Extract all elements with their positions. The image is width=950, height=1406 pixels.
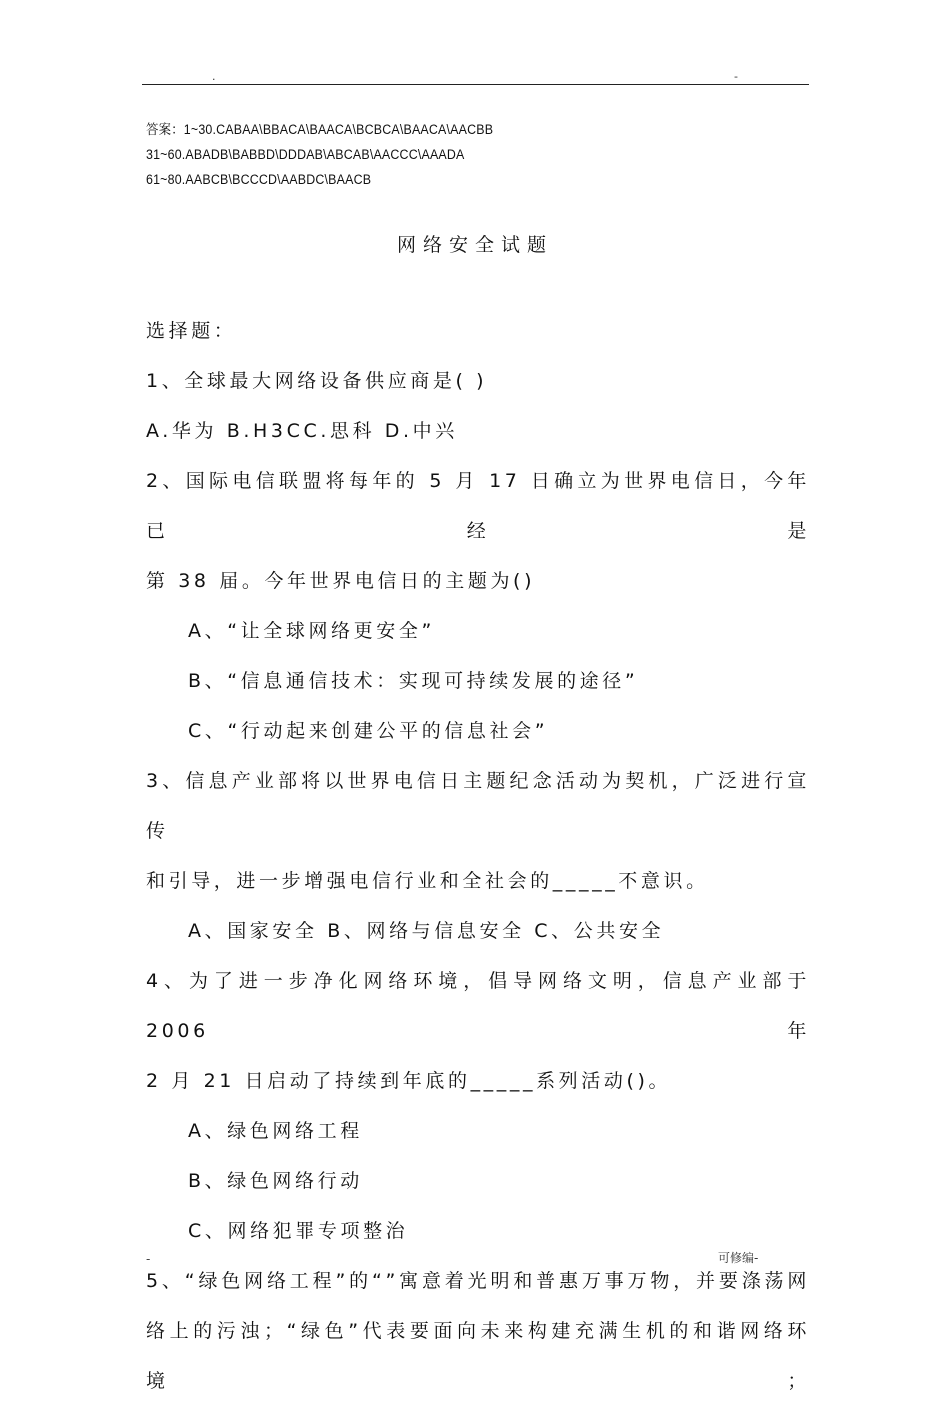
- question-line: 2 月 21 日启动了持续到年底的_____系列活动()。: [146, 1070, 672, 1092]
- answer-option: A、绿色网络工程: [188, 1120, 363, 1142]
- question-body: [146, 306, 810, 1406]
- footer-left-mark: -: [146, 1252, 151, 1266]
- question-line: 2、国际电信联盟将每年的 5 月 17 日确立为世界电信日，今年已经是: [146, 470, 810, 542]
- question-line: 和引导，进一步增强电信行业和全社会的_____不意识。: [146, 870, 709, 892]
- question-line: 3、信息产业部将以世界电信日主题纪念活动为契机，广泛进行宣传: [146, 770, 810, 842]
- question-line: 5、“绿色网络工程”的“”寓意着光明和普惠万事万物，并要涤荡网: [146, 1270, 810, 1292]
- answer-line: 61~80.AABCB\BCCCD\AABDC\BAACB: [146, 172, 372, 187]
- header-dot: .: [212, 70, 216, 83]
- footer-editable-note: 可修编-: [718, 1251, 759, 1265]
- answer-option: B、绿色网络行动: [188, 1170, 363, 1192]
- question-line: 1、全球最大网络设备供应商是( ): [146, 370, 488, 392]
- header-rule: [142, 84, 809, 85]
- question-lines: [146, 356, 810, 1406]
- question-line: 4、为了进一步净化网络环境，倡导网络文明，信息产业部于 2006 年: [146, 970, 810, 1042]
- answer-key: [146, 117, 493, 192]
- answer-option: A、“让全球网络更安全”: [188, 620, 435, 642]
- header-dash: -: [734, 70, 738, 83]
- section-label: 选择题：: [146, 320, 237, 342]
- answer-option: B、“信息通信技术：实现可持续发展的途径”: [188, 670, 639, 692]
- question-line: 第 38 届。今年世界电信日的主题为(): [146, 570, 536, 592]
- answer-option: C、网络犯罪专项整治: [188, 1220, 409, 1242]
- answer-option: A、国家安全 B、网络与信息安全 C、公共安全: [188, 920, 665, 942]
- question-line: A.华为 B.H3CC.思科 D.中兴: [146, 420, 458, 442]
- page-title: 网络安全试题: [396, 234, 553, 256]
- question-line: 络上的污浊；“绿色”代表要面向未来构建充满生机的和谐网络环境；: [146, 1320, 810, 1392]
- answer-line: 答案：1~30.CABAA\BBACA\BAACA\BCBCA\BAACA\AACBB: [146, 122, 494, 137]
- answer-line: 31~60.ABADB\BABBD\DDDAB\ABCAB\AACCC\AAADA: [146, 147, 465, 162]
- answer-option: C、“行动起来创建公平的信息社会”: [188, 720, 549, 742]
